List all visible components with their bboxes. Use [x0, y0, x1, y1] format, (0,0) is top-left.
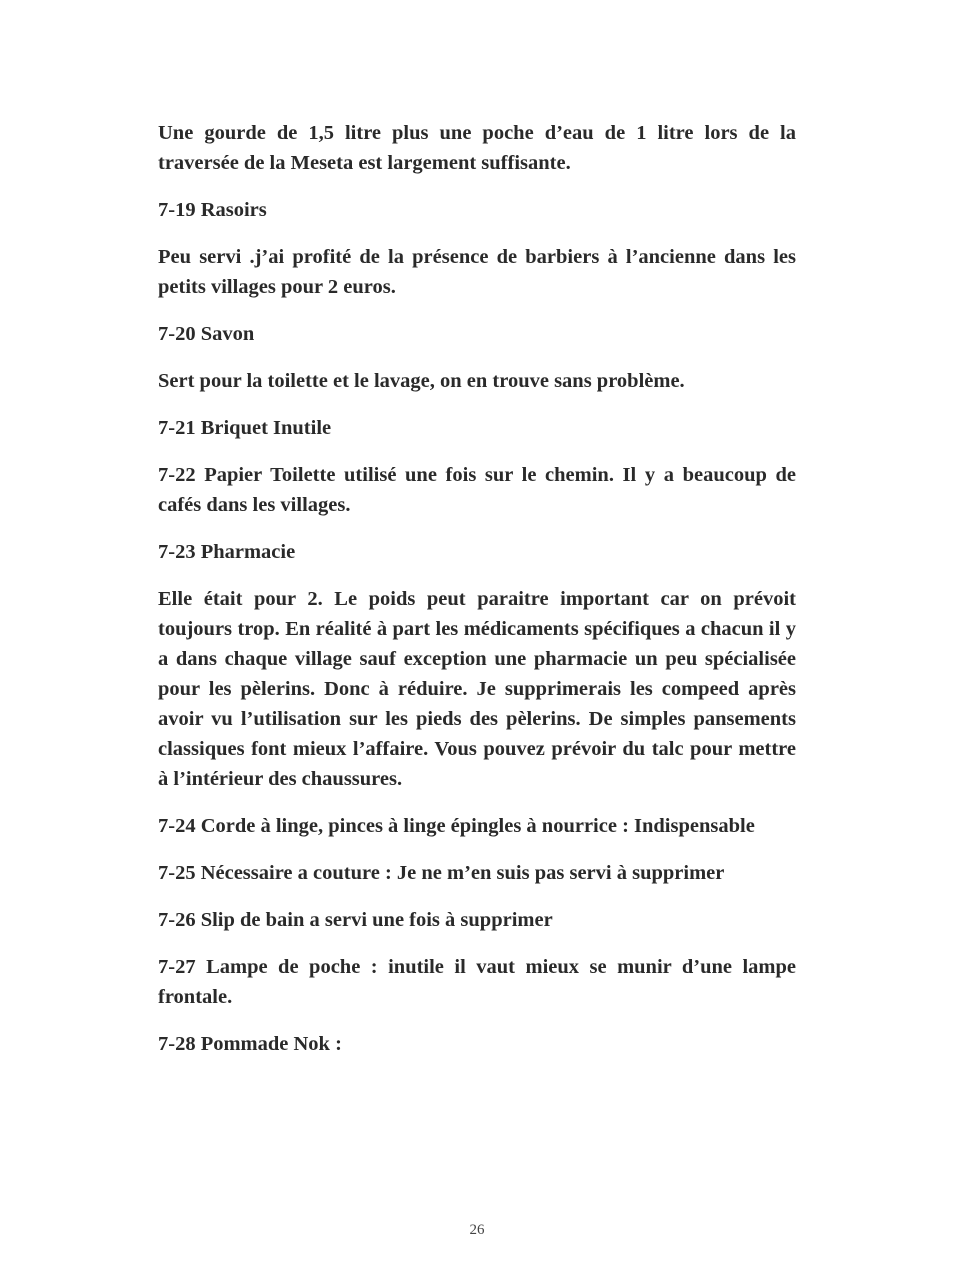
page-body	[158, 118, 796, 1076]
paragraph-couture: 7-25 Nécessaire a couture : Je ne m’en suis pas servi à supprimer	[158, 862, 725, 884]
paragraph-pharmacie: Elle était pour 2. Le poids peut paraitre important car on prévoit toujours trop. En réalité à part les médicaments spécifiques a chacun il y a dans chaque village sauf exception une pharmacie un peu spécialisée pour les pèlerins. Donc à réduire. Je supprimerais les compeed après avoir vu l’utilisation sur les pieds des pèlerins. De simples pansements classiques font mieux l’affaire. Vous pouvez prévoir du talc pour mettre à l’intérieur des chaussures.	[158, 588, 796, 790]
page-number: 26	[469, 1222, 485, 1238]
heading-briquet: 7-21 Briquet Inutile	[158, 417, 332, 439]
paragraph-lampe-de-poche: 7-27 Lampe de poche : inutile il vaut mieux se munir d’une lampe frontale.	[158, 956, 796, 1008]
paragraph-slip-de-bain: 7-26 Slip de bain a servi une fois à supprimer	[158, 909, 553, 931]
heading-pommade-nok: 7-28 Pommade Nok :	[158, 1033, 342, 1055]
paragraph-papier-toilette: 7-22 Papier Toilette utilisé une fois sur le chemin. Il y a beaucoup de cafés dans les villages.	[158, 464, 796, 516]
paragraph-corde-a-linge: 7-24 Corde à linge, pinces à linge épingles à nourrice : Indispensable	[158, 815, 755, 837]
paragraph-gourde: Une gourde de 1,5 litre plus une poche d’eau de 1 litre lors de la traversée de la Meseta est largement suffisante.	[158, 122, 796, 174]
paragraph-rasoirs: Peu servi .j’ai profité de la présence de barbiers à l’ancienne dans les petits villages pour 2 euros.	[158, 246, 796, 298]
heading-pharmacie: 7-23 Pharmacie	[158, 541, 296, 563]
heading-savon: 7-20 Savon	[158, 323, 255, 345]
paragraph-savon: Sert pour la toilette et le lavage, on en trouve sans problème.	[158, 370, 685, 392]
heading-rasoirs: 7-19 Rasoirs	[158, 199, 267, 221]
